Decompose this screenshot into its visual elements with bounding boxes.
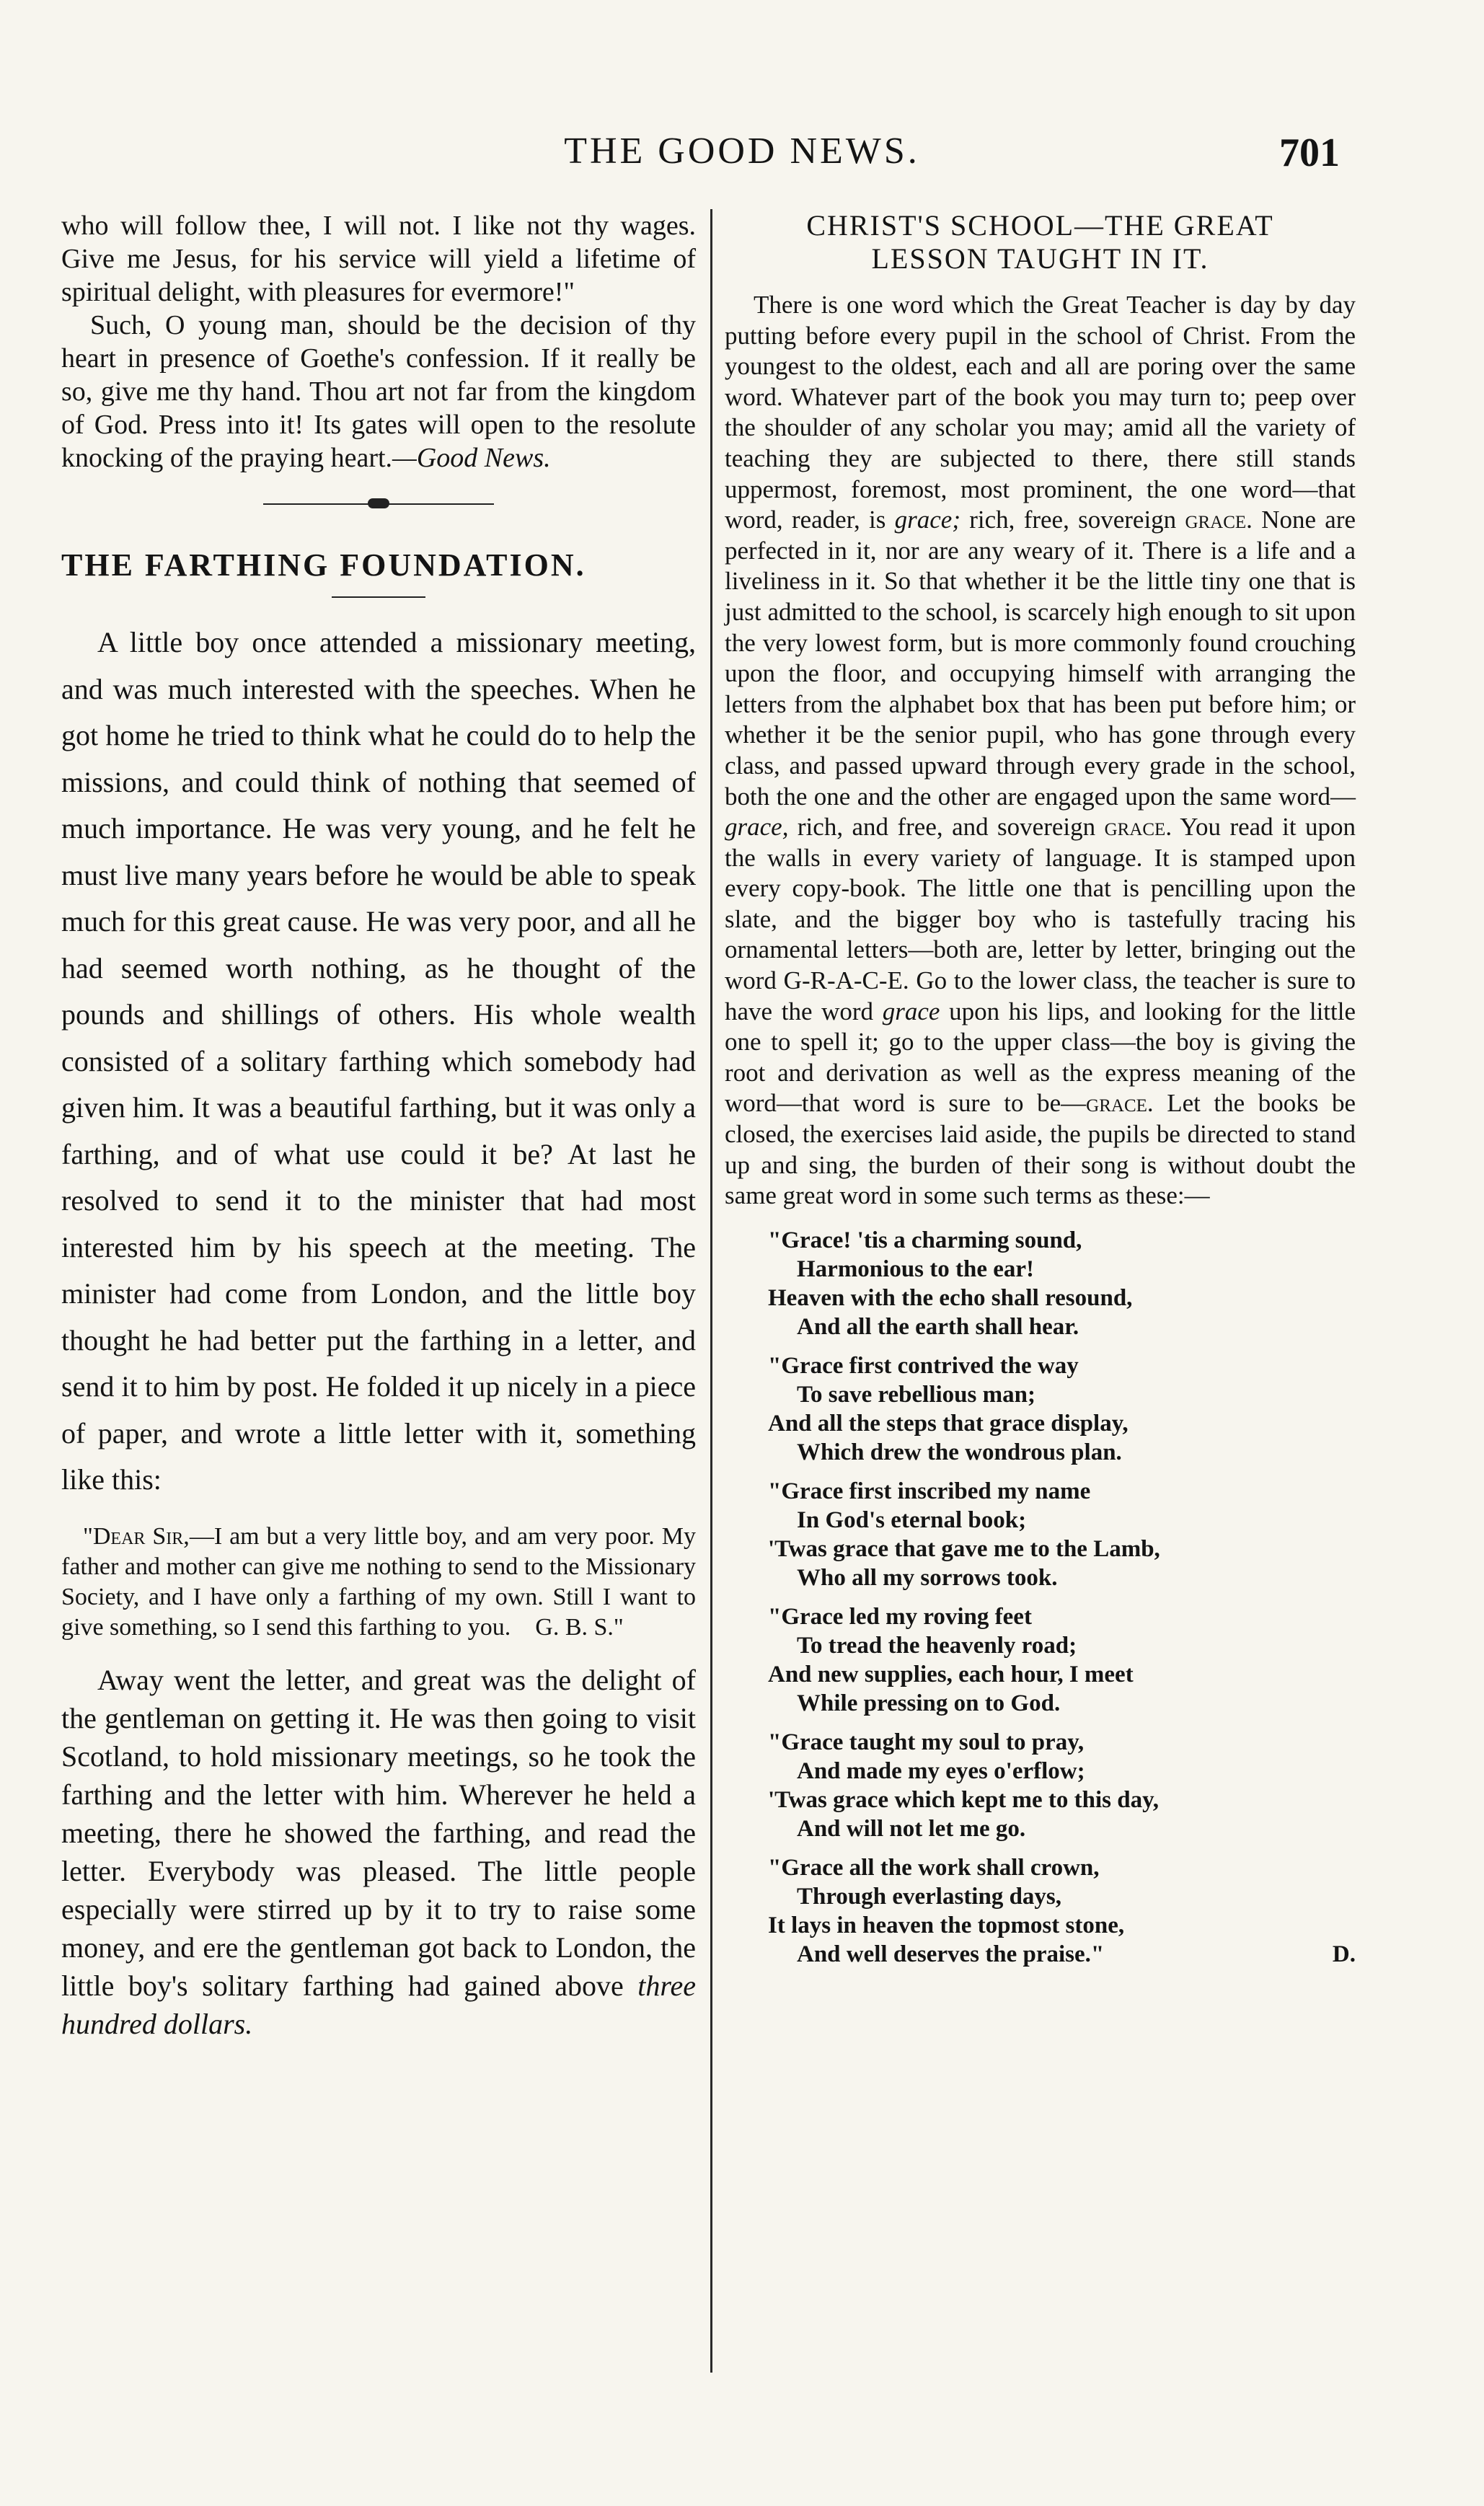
article-title	[725, 209, 1356, 275]
letter-salutation: "Dear Sir,	[83, 1522, 190, 1550]
letter-signature: G. B. S."	[535, 1613, 624, 1641]
hymn-line: "Grace first contrived the way	[768, 1352, 1079, 1379]
hymn-line: 'Twas grace which kept me to this day,	[768, 1786, 1160, 1813]
article-text-f: upon his lips, and looking for the little one to spell it; go to the upper class—the boy is giving the root and derivation as well as the express meaning of the word—that word is sure to be—	[725, 997, 1356, 1118]
article-em-2: grace,	[725, 813, 789, 842]
hymn-line: Who all my sorrows took.	[797, 1564, 1058, 1591]
left-column	[61, 209, 696, 2043]
ornament-dot	[368, 498, 389, 508]
running-head	[0, 130, 1484, 180]
hymn-line: And will not let me go.	[797, 1815, 1026, 1842]
section-title: THE FARTHING FOUNDATION.	[61, 547, 586, 583]
hymn-line: While pressing on to God.	[797, 1690, 1061, 1716]
article-sc-1: grace.	[1185, 506, 1253, 534]
article-title-line-1: CHRIST'S SCHOOL—THE GREAT	[806, 209, 1274, 242]
letter-body: —I am but a very little boy, and am very poor. My father and mother can give me nothing to send to the Missionary Society, and I have only a farthing of my own. Still I want to give something, so I send this farthing to you.	[61, 1522, 696, 1641]
article-title-line-2: LESSON TAUGHT IN IT.	[871, 242, 1209, 275]
intro-paragraph-2	[61, 309, 696, 475]
right-column	[725, 209, 1356, 1979]
hymn-stanza	[768, 1853, 1356, 1969]
article-text-a: There is one word which the Great Teacher is day by day putting before every pupil in the school of Christ. From the youngest to the oldest, each and all are poring over the same word. Whatever part of the book you may turn to; peep over the shoulder of any scholar you may; amid all the variety of teaching they are subjected to there, there still stands uppermost, foremost, most prominent, the one word—that word, reader, is	[725, 291, 1356, 534]
hymn-signature: D.	[1332, 1941, 1356, 1967]
article-sc-3: grace.	[1086, 1089, 1154, 1118]
hymn-line: And well deserves the praise."	[797, 1941, 1105, 1967]
article-text-g: Let the books be closed, the exercises laid aside, the pupils be directed to stand up and sing, the burden of their song is without doubt the same great word in some such terms as these:—	[725, 1089, 1356, 1210]
hymn-line: And all the earth shall hear.	[797, 1313, 1079, 1340]
hymn-line: And new supplies, each hour, I meet	[768, 1661, 1134, 1687]
short-rule	[332, 596, 425, 598]
hymn-line: Which drew the wondrous plan.	[797, 1439, 1122, 1465]
hymn-stanza	[768, 1477, 1356, 1592]
page-number: 701	[1279, 131, 1340, 175]
hymn-line: It lays in heaven the topmost stone,	[768, 1912, 1125, 1938]
running-title: THE GOOD NEWS.	[564, 131, 920, 172]
column-rule	[710, 209, 712, 2373]
story-paragraph-1: A little boy once attended a missionary meeting, and was much interested with the speeches. When he got home he tried to think what he could do to help the missions, and could think of nothing that seemed of much importance. He was very young, and he felt he must live many years before he would be able to speak much for this great cause. He was very poor, and all he had seemed worth nothing, as he thought of the pounds and shillings of others. His whole wealth consisted of a solitary farthing which somebody had given him. It was a beautiful farthing, but it was only a farthing, and of what use could it be? At last he resolved to send it to the minister that had most interested him by his speech at the meeting. The minister had come from London, and the little boy thought he had better put the farthing in a letter, and send it to him by post. He folded it up nicely in a piece of paper, and wrote a little letter with it, something like this:	[61, 626, 696, 1496]
story-paragraph-2	[61, 1661, 696, 2043]
hymn-stanza	[768, 1226, 1356, 1341]
boy-letter	[61, 1522, 696, 1643]
hymn-line: To save rebellious man;	[797, 1381, 1035, 1408]
intro-paragraph-2-text: Such, O young man, should be the decision of thy heart in presence of Goethe's confession. If it really be so, give me thy hand. Thou art not far from the kingdom of God. Press into it! Its gates will open to the resolute knocking of the praying heart.	[61, 310, 696, 473]
hymn-stanza	[768, 1602, 1356, 1718]
hymn-line: "Grace all the work shall crown,	[768, 1854, 1100, 1881]
article-sc-2: grace.	[1104, 813, 1172, 842]
ornamental-rule	[61, 489, 696, 518]
article-text-e: You read it upon the walls in every variety of language. It is stamped upon every copy-book. The little one that is pencilling upon the slate, and the bigger boy who is tastefully tracing his ornamental letters—both are, letter by letter, bringing out the word G-R-A-C-E. Go to the lower class, the teacher is sure to have the word	[725, 813, 1356, 1025]
hymn-line: In God's eternal book;	[797, 1506, 1027, 1533]
intro-paragraph-1: who will follow thee, I will not. I like not thy wages. Give me Jesus, for his service will yield a lifetime of spiritual delight, with pleasures for evermore!"	[61, 211, 696, 307]
hymn-line: "Grace! 'tis a charming sound,	[768, 1227, 1082, 1253]
hymn-line: Heaven with the echo shall resound,	[768, 1284, 1133, 1311]
hymn-line: And all the steps that grace display,	[768, 1410, 1129, 1437]
article-text-b: rich, free, sovereign	[969, 506, 1177, 534]
hymn-line: To tread the heavenly road;	[797, 1632, 1077, 1659]
hymn-stanza	[768, 1351, 1356, 1467]
article-em-3: grace	[882, 997, 940, 1025]
hymn-line: "Grace first inscribed my name	[768, 1478, 1091, 1504]
hymn-line: 'Twas grace that gave me to the Lamb,	[768, 1535, 1160, 1562]
story-paragraph-2-emphasis: three hundred dollars.	[61, 1969, 696, 2040]
article-paragraph	[725, 290, 1356, 1212]
hymn-line: And made my eyes o'erflow;	[797, 1757, 1085, 1784]
article-em-1: grace;	[894, 506, 960, 534]
article-text-c: None are perfected in it, nor are any weary of it. There is a life and a liveliness in it. So that whether it be the little tiny one that is just admitted to the school, is scarcely high enough to sit upon the very lowest form, but is more commonly found crouching upon the floor, and occupying himself with arranging the letters from the alphabet box that has been put before him; or whether it be the senior pupil, who has gone through every class, and passed upward through every grade in the school, both the one and the other are engaged upon the same word—	[725, 506, 1356, 811]
story-paragraph-2-text: Away went the letter, and great was the delight of the gentleman on getting it. He was then going to visit Scotland, to hold missionary meetings, so he took the farthing and the letter with him. Wherever he held a meeting, there he showed the farthing, and read the letter. Everybody was pleased. The little people especially were stirred up by it to try to raise some money, and ere the gentleman got back to London, the little boy's solitary farthing had gained above	[61, 1663, 696, 2002]
intro-source: —Good News.	[392, 443, 551, 473]
hymn-line: Harmonious to the ear!	[797, 1256, 1035, 1282]
hymn-line: "Grace led my roving feet	[768, 1603, 1032, 1630]
hymn-line: "Grace taught my soul to pray,	[768, 1729, 1085, 1755]
hymn-stanza	[768, 1728, 1356, 1843]
hymn-line: Through everlasting days,	[797, 1883, 1062, 1910]
hymn	[768, 1226, 1356, 1969]
article-text-d: rich, and free, and sovereign	[797, 813, 1096, 842]
